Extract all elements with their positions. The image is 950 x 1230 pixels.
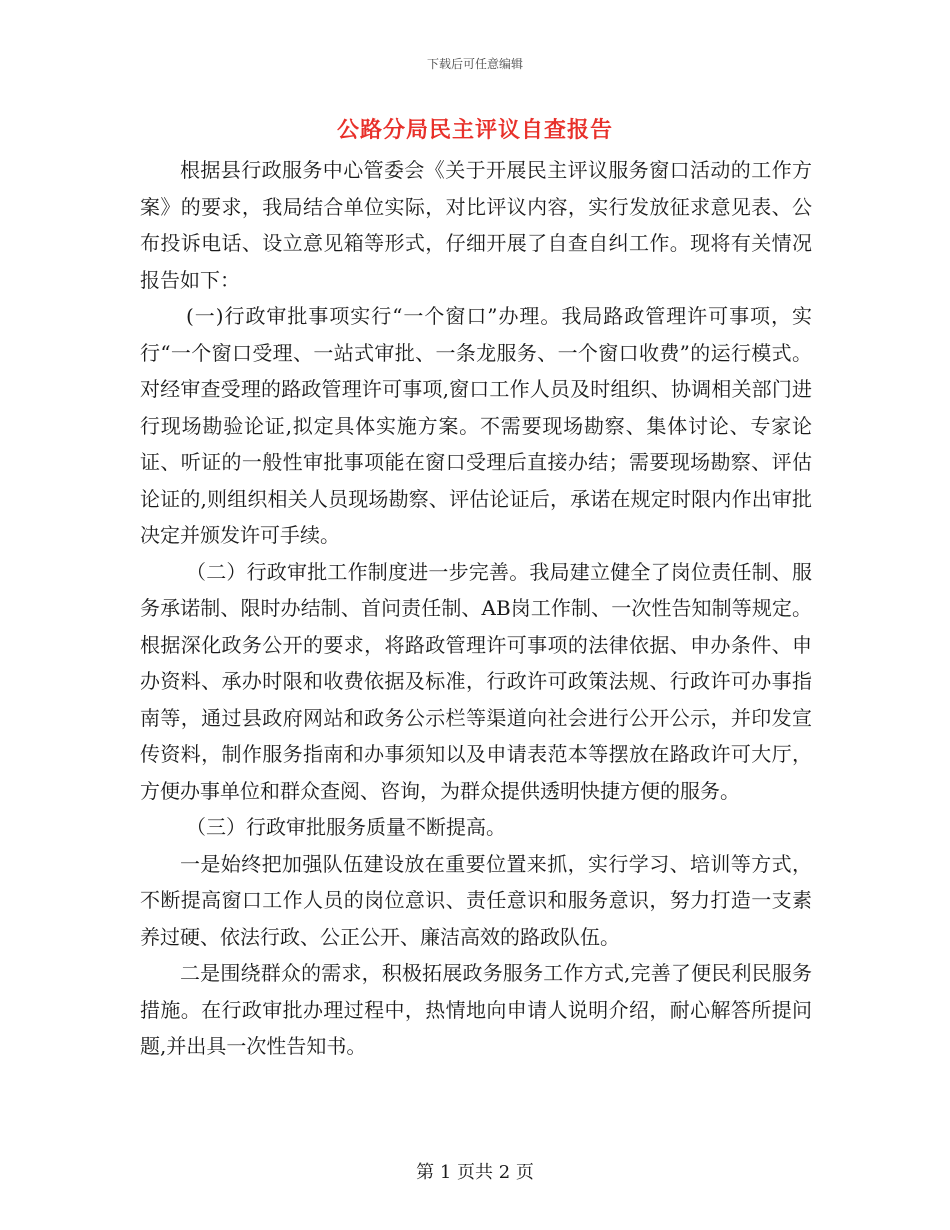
paragraph-intro: 根据县行政服务中心管委会《关于开展民主评议服务窗口活动的工作方案》的要求，我局结合单位实际，对比评议内容，实行发放征求意见表、公布投诉电话、设立意见箱等形式，仔细开展了自查自纠工作。现将有关情况报告如下： (140, 158, 812, 292)
page-number: 第 1 页共 2 页 (416, 1162, 534, 1183)
paragraph-point-1: 一是始终把加强队伍建设放在重要位置来抓，实行学习、培训等方式，不断提高窗口工作人员的岗位意识、责任意识和服务意识，努力打造一支素养过硬、依法行政、公正公开、廉洁高效的路政队伍。 (140, 851, 812, 949)
document-title: 公路分局民主评议自查报告 (336, 117, 613, 143)
paragraph-section-3-heading: （三）行政审批服务质量不断提高。 (186, 815, 506, 839)
paragraph-section-1: (一)行政审批事项实行“一个窗口”办理。我局路政管理许可事项，实行“一个窗口受理、一站式审批、一条龙服务、一个窗口收费”的运行模式。对经审查受理的路政管理许可事项,窗口工作人员及时组织、协调相关部门进行现场勘验论证,拟定具体实施方案。不需要现场勘察、集体讨论、专家论证、听证的一般性审批事项能在窗口受理后直接办结；需要现场勘察、评估论证的,则组织相关人员现场勘察、评估论证后，承诺在规定时限内作出审批决定并颁发许可手续。 (140, 304, 812, 547)
paragraph-section-2: （二）行政审批工作制度进一步完善。我局建立健全了岗位责任制、服务承诺制、限时办结制、首问责任制、AB岗工作制、一次性告知制等规定。根据深化政务公开的要求，将路政管理许可事项的法律依据、申办条件、申办资料、承办时限和收费依据及标准，行政许可政策法规、行政许可办事指南等，通过县政府网站和政务公示栏等渠道向社会进行公开公示，并印发宣传资料，制作服务指南和办事须知以及申请表范本等摆放在路政许可大厅，方便办事单位和群众查阅、咨询，为群众提供透明快捷方便的服务。 (140, 559, 812, 803)
document-body (140, 152, 812, 1065)
paragraph-point-2: 二是围绕群众的需求，积极拓展政务服务工作方式,完善了便民利民服务措施。在行政审批办理过程中，热情地向申请人说明介绍，耐心解答所提问题,并出具一次性告知书。 (140, 961, 812, 1058)
header-note: 下载后可任意编辑 (426, 57, 523, 71)
